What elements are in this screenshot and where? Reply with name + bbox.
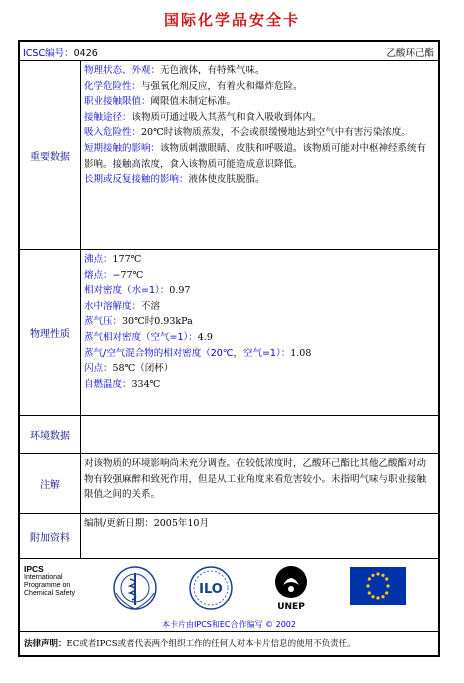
property-item: 闪点：58℃（闭杯） [84, 363, 174, 375]
unep-logo [266, 565, 316, 612]
section-label: 重要数据 [20, 61, 81, 249]
notes-content: 对该物质的环境影响尚未充分调查。在较低浓度时，乙酸环己酯比其他乙酸酯对动物有较强麻醉和致死作用，但是从工业角度来看危害较小。未指明气味与职业接触限值之间的关系。 [84, 458, 427, 501]
ipcs-logo-text: IPCS International Programme on Chemical Safety [24, 564, 75, 597]
property-item: 水中溶解度：不溶 [84, 300, 161, 312]
card-title: 国际化学品安全卡 [163, 11, 300, 29]
property-item: 蒸气/空气混合物的相对密度（20℃，空气=1）：1.08 [84, 347, 312, 359]
icsc-label: ICSC编号： [23, 48, 74, 59]
chemical-name: 乙酸环己酯 [386, 48, 434, 59]
property-item: 蒸气压：30℃时0.93kPa [84, 316, 193, 328]
who-emblem-icon [112, 565, 158, 611]
property-item: 蒸气相对密度（空气=1）：4.9 [84, 331, 213, 343]
section-label: 物理性质 [20, 250, 81, 415]
data-item: 物理状态、外观：无色液体，有特殊气味。 [84, 65, 265, 76]
property-item: 相对密度（水=1）：0.97 [84, 285, 191, 297]
unep-emblem-icon [273, 565, 309, 599]
physical-properties-content [81, 250, 438, 415]
section-label: 环境数据 [20, 416, 81, 453]
physical-properties-section [20, 250, 438, 416]
unep-label: UNEP [277, 602, 305, 612]
section-label: 注解 [20, 454, 81, 513]
safety-card [18, 40, 440, 657]
card-header-row [20, 42, 438, 61]
data-item: 职业接触限值：阈限值未制定标准。 [84, 96, 237, 108]
property-item: 自燃温度：334℃ [84, 378, 161, 390]
data-item: 接触途径：该物质可通过吸入其蒸气和食入吸收到体内。 [84, 111, 322, 123]
section-label: 附加资料 [20, 514, 81, 558]
data-item: 长期或反复接触的影响：液体使皮肤脱脂。 [84, 174, 265, 186]
data-item: 短期接触的影响：该物质刺激眼睛、皮肤和呼吸道。该物质可能对中枢神经系统有影响。接触高浓度，食入该物质可能造成意识降低。 [84, 142, 427, 170]
disclaimer-label: 法律声明： [24, 639, 67, 649]
data-item: 吸入危险性：20℃时该物质蒸发，不会或很缓慢地达到空气中有害污染浓度。 [84, 127, 411, 139]
property-item: 沸点：177℃ [84, 254, 142, 265]
data-item: 化学危险性：与强氧化剂反应，有着火和爆炸危险。 [84, 80, 303, 92]
environment-data-content [81, 416, 438, 453]
card-credit: 本卡片由IPCS和EC合作编写 © 2002 [162, 620, 296, 629]
svg-text:ILO: ILO [199, 582, 223, 597]
disclaimer [20, 632, 438, 654]
notes-section [20, 454, 438, 514]
additional-info-section [20, 514, 438, 559]
eu-flag-icon [350, 567, 406, 605]
disclaimer-row [20, 632, 438, 655]
icsc-number: 0426 [73, 48, 98, 59]
additional-info-content: 编制/更新日期：2005年10月 [84, 518, 209, 529]
ilo-emblem-icon [188, 565, 234, 611]
important-data-content [81, 61, 438, 249]
ipcs-abbr: IPCS [24, 564, 44, 574]
logos-row [20, 559, 438, 632]
icsc-id [23, 45, 98, 59]
environment-data-section [20, 416, 438, 454]
important-data-section [20, 61, 438, 250]
disclaimer-text: EC或者IPCS或者代表两个组织工作的任何人对本卡片信息的使用不负责任。 [66, 639, 356, 649]
property-item: 熔点：−77℃ [84, 269, 144, 281]
